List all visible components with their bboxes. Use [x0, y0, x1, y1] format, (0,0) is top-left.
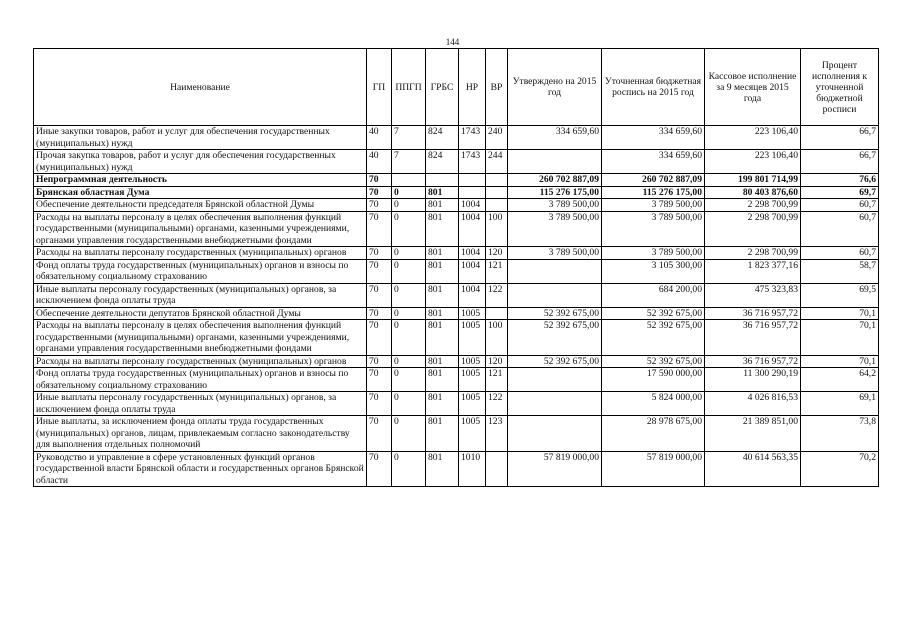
table-row	[34, 126, 879, 150]
table-row	[34, 451, 879, 487]
cell-grbs: 801	[426, 307, 459, 320]
cell-cash: 40 614 563,35	[705, 451, 801, 487]
cell-name: Непрограммная деятельность	[34, 174, 367, 187]
cell-np: 1005	[459, 320, 486, 356]
cell-vr	[486, 307, 508, 320]
cell-grbs: 801	[426, 211, 459, 247]
cell-percent: 70,1	[801, 307, 879, 320]
cell-refined: 5 824 000,00	[602, 392, 705, 416]
cell-name: Иные закупки товаров, работ и услуг для обеспечения государственных (муниципальных) нужд	[34, 126, 367, 150]
cell-cash: 11 300 290,19	[705, 368, 801, 392]
table-row	[34, 259, 879, 283]
cell-gp: 70	[367, 451, 392, 487]
cell-approved	[508, 392, 602, 416]
cell-refined: 28 978 675,00	[602, 416, 705, 452]
cell-gp: 70	[367, 307, 392, 320]
cell-cash: 199 801 714,99	[705, 174, 801, 187]
cell-gp: 70	[367, 283, 392, 307]
cell-percent: 66,7	[801, 150, 879, 174]
cell-np: 1005	[459, 307, 486, 320]
header-np: НР	[459, 49, 486, 126]
header-refined: Уточненная бюджетная роспись на 2015 год	[602, 49, 705, 126]
cell-np: 1004	[459, 247, 486, 260]
cell-vr: 122	[486, 392, 508, 416]
cell-vr: 244	[486, 150, 508, 174]
cell-cash: 4 026 816,53	[705, 392, 801, 416]
cell-name: Иные выплаты персоналу государственных (муниципальных) органов, за исключением фонда оплаты труда	[34, 283, 367, 307]
cell-grbs: 801	[426, 368, 459, 392]
cell-gp: 70	[367, 247, 392, 260]
header-grbs: ГРБС	[426, 49, 459, 126]
cell-grbs: 801	[426, 283, 459, 307]
cell-cash: 21 389 851,00	[705, 416, 801, 452]
table-row	[34, 186, 879, 199]
cell-refined: 52 392 675,00	[602, 355, 705, 368]
cell-ppgp: 0	[392, 186, 426, 199]
cell-name: Иные выплаты персоналу государственных (муниципальных) органов, за исключением фонда оплаты труда	[34, 392, 367, 416]
cell-ppgp: 0	[392, 320, 426, 356]
cell-refined: 3 105 300,00	[602, 259, 705, 283]
cell-vr: 100	[486, 320, 508, 356]
cell-percent: 66,7	[801, 126, 879, 150]
cell-approved: 52 392 675,00	[508, 320, 602, 356]
header-gp: ГП	[367, 49, 392, 126]
cell-grbs: 824	[426, 150, 459, 174]
cell-percent: 60,7	[801, 199, 879, 212]
cell-refined: 57 819 000,00	[602, 451, 705, 487]
cell-percent: 70,2	[801, 451, 879, 487]
cell-cash: 36 716 957,72	[705, 355, 801, 368]
cell-np: 1005	[459, 368, 486, 392]
table-row	[34, 174, 879, 187]
cell-vr: 123	[486, 416, 508, 452]
cell-ppgp: 0	[392, 259, 426, 283]
budget-table	[33, 48, 879, 487]
cell-approved	[508, 416, 602, 452]
cell-percent: 69,1	[801, 392, 879, 416]
cell-refined: 3 789 500,00	[602, 211, 705, 247]
cell-name: Прочая закупка товаров, работ и услуг для обеспечения государственных (муниципальных) нужд	[34, 150, 367, 174]
cell-grbs: 801	[426, 392, 459, 416]
cell-ppgp: 0	[392, 416, 426, 452]
cell-ppgp: 0	[392, 368, 426, 392]
header-name: Наименование	[34, 49, 367, 126]
cell-grbs: 801	[426, 416, 459, 452]
cell-percent: 60,7	[801, 247, 879, 260]
cell-refined: 52 392 675,00	[602, 320, 705, 356]
cell-percent: 70,1	[801, 320, 879, 356]
cell-gp: 40	[367, 150, 392, 174]
cell-np: 1743	[459, 150, 486, 174]
cell-vr	[486, 451, 508, 487]
cell-grbs	[426, 174, 459, 187]
cell-cash: 475 323,83	[705, 283, 801, 307]
cell-np: 1005	[459, 416, 486, 452]
cell-name: Иные выплаты, за исключением фонда оплаты труда государственных (муниципальных) органов, лицам, привлекаемым согласно законодательству для выполнения отдельных полномочий	[34, 416, 367, 452]
cell-np: 1010	[459, 451, 486, 487]
table-row	[34, 368, 879, 392]
header-ppgp: ППГП	[392, 49, 426, 126]
table-row	[34, 283, 879, 307]
cell-vr	[486, 199, 508, 212]
cell-cash: 223 106,40	[705, 150, 801, 174]
cell-name: Расходы на выплаты персоналу в целях обеспечения выполнения функций государственными (муниципальными) органами, казенными учреждениями, органами управления государственными внебюджетными фондами	[34, 320, 367, 356]
table-row	[34, 416, 879, 452]
cell-np: 1005	[459, 392, 486, 416]
table-row	[34, 392, 879, 416]
cell-ppgp: 0	[392, 355, 426, 368]
cell-refined: 3 789 500,00	[602, 199, 705, 212]
cell-approved: 3 789 500,00	[508, 247, 602, 260]
cell-refined: 52 392 675,00	[602, 307, 705, 320]
cell-vr: 121	[486, 259, 508, 283]
cell-ppgp: 0	[392, 283, 426, 307]
cell-percent: 64,2	[801, 368, 879, 392]
cell-gp: 70	[367, 416, 392, 452]
cell-approved: 57 819 000,00	[508, 451, 602, 487]
cell-gp: 70	[367, 368, 392, 392]
cell-gp: 70	[367, 174, 392, 187]
cell-ppgp: 7	[392, 126, 426, 150]
cell-gp: 70	[367, 199, 392, 212]
cell-vr: 122	[486, 283, 508, 307]
table-row	[34, 211, 879, 247]
table-row	[34, 247, 879, 260]
cell-name: Обеспечение деятельности председателя Брянской областной Думы	[34, 199, 367, 212]
cell-np: 1005	[459, 355, 486, 368]
cell-gp: 70	[367, 259, 392, 283]
table-header-row	[34, 49, 879, 126]
cell-name: Фонд оплаты труда государственных (муниципальных) органов и взносы по обязательному социальному страхованию	[34, 259, 367, 283]
table-row	[34, 307, 879, 320]
cell-vr: 120	[486, 355, 508, 368]
cell-np	[459, 174, 486, 187]
cell-gp: 70	[367, 355, 392, 368]
cell-cash: 80 403 876,60	[705, 186, 801, 199]
cell-vr: 240	[486, 126, 508, 150]
cell-cash: 2 298 700,99	[705, 247, 801, 260]
cell-grbs: 801	[426, 259, 459, 283]
cell-percent: 70,1	[801, 355, 879, 368]
cell-grbs: 801	[426, 451, 459, 487]
cell-grbs: 801	[426, 247, 459, 260]
cell-gp: 40	[367, 126, 392, 150]
cell-gp: 70	[367, 320, 392, 356]
cell-np: 1004	[459, 283, 486, 307]
cell-approved: 52 392 675,00	[508, 355, 602, 368]
cell-percent: 76,6	[801, 174, 879, 187]
cell-percent: 69,5	[801, 283, 879, 307]
cell-percent: 58,7	[801, 259, 879, 283]
cell-approved: 115 276 175,00	[508, 186, 602, 199]
cell-vr: 100	[486, 211, 508, 247]
cell-percent: 69,7	[801, 186, 879, 199]
cell-approved: 260 702 887,09	[508, 174, 602, 187]
cell-refined: 334 659,60	[602, 126, 705, 150]
cell-percent: 60,7	[801, 211, 879, 247]
cell-name: Расходы на выплаты персоналу государственных (муниципальных) органов	[34, 247, 367, 260]
cell-name: Расходы на выплаты персоналу в целях обеспечения выполнения функций государственными (муниципальными) органами, казенными учреждениями, органами управления государственными внебюджетными фондами	[34, 211, 367, 247]
cell-np: 1004	[459, 199, 486, 212]
cell-approved: 3 789 500,00	[508, 211, 602, 247]
cell-ppgp: 0	[392, 211, 426, 247]
cell-ppgp: 0	[392, 307, 426, 320]
cell-cash: 36 716 957,72	[705, 307, 801, 320]
cell-cash: 2 298 700,99	[705, 199, 801, 212]
table-row	[34, 320, 879, 356]
table-body	[34, 126, 879, 487]
cell-np	[459, 186, 486, 199]
cell-cash: 2 298 700,99	[705, 211, 801, 247]
cell-grbs: 801	[426, 199, 459, 212]
cell-ppgp: 0	[392, 392, 426, 416]
cell-name: Брянская областная Дума	[34, 186, 367, 199]
table-row	[34, 150, 879, 174]
cell-name: Обеспечение деятельности депутатов Брянской областной Думы	[34, 307, 367, 320]
cell-np: 1743	[459, 126, 486, 150]
cell-name: Руководство и управление в сфере установленных функций органов государственной власти Брянской области и государственных органов Брянской области	[34, 451, 367, 487]
cell-grbs: 824	[426, 126, 459, 150]
cell-ppgp: 0	[392, 451, 426, 487]
cell-vr	[486, 186, 508, 199]
cell-name: Расходы на выплаты персоналу государственных (муниципальных) органов	[34, 355, 367, 368]
cell-approved: 334 659,60	[508, 126, 602, 150]
cell-grbs: 801	[426, 186, 459, 199]
cell-percent: 73,8	[801, 416, 879, 452]
header-percent: Процент исполнения к уточненной бюджетной росписи	[801, 49, 879, 126]
cell-ppgp	[392, 174, 426, 187]
cell-np: 1004	[459, 211, 486, 247]
cell-approved: 3 789 500,00	[508, 199, 602, 212]
table-row	[34, 199, 879, 212]
cell-vr	[486, 174, 508, 187]
cell-cash: 36 716 957,72	[705, 320, 801, 356]
cell-approved	[508, 150, 602, 174]
cell-refined: 115 276 175,00	[602, 186, 705, 199]
cell-gp: 70	[367, 211, 392, 247]
cell-approved	[508, 368, 602, 392]
cell-approved	[508, 259, 602, 283]
page-number: 144	[445, 37, 460, 47]
cell-gp: 70	[367, 186, 392, 199]
cell-refined: 260 702 887,09	[602, 174, 705, 187]
cell-refined: 684 200,00	[602, 283, 705, 307]
cell-gp: 70	[367, 392, 392, 416]
cell-vr: 120	[486, 247, 508, 260]
cell-grbs: 801	[426, 320, 459, 356]
cell-ppgp: 0	[392, 199, 426, 212]
table-row	[34, 355, 879, 368]
header-cash: Кассовое исполнение за 9 месяцев 2015 года	[705, 49, 801, 126]
cell-grbs: 801	[426, 355, 459, 368]
cell-approved	[508, 283, 602, 307]
cell-ppgp: 0	[392, 247, 426, 260]
cell-cash: 1 823 377,16	[705, 259, 801, 283]
cell-refined: 3 789 500,00	[602, 247, 705, 260]
cell-refined: 334 659,60	[602, 150, 705, 174]
header-approved: Утверждено на 2015 год	[508, 49, 602, 126]
cell-refined: 17 590 000,00	[602, 368, 705, 392]
cell-name: Фонд оплаты труда государственных (муниципальных) органов и взносы по обязательному социальному страхованию	[34, 368, 367, 392]
cell-approved: 52 392 675,00	[508, 307, 602, 320]
cell-vr: 121	[486, 368, 508, 392]
cell-ppgp: 7	[392, 150, 426, 174]
cell-cash: 223 106,40	[705, 126, 801, 150]
cell-np: 1004	[459, 259, 486, 283]
header-vr: ВР	[486, 49, 508, 126]
